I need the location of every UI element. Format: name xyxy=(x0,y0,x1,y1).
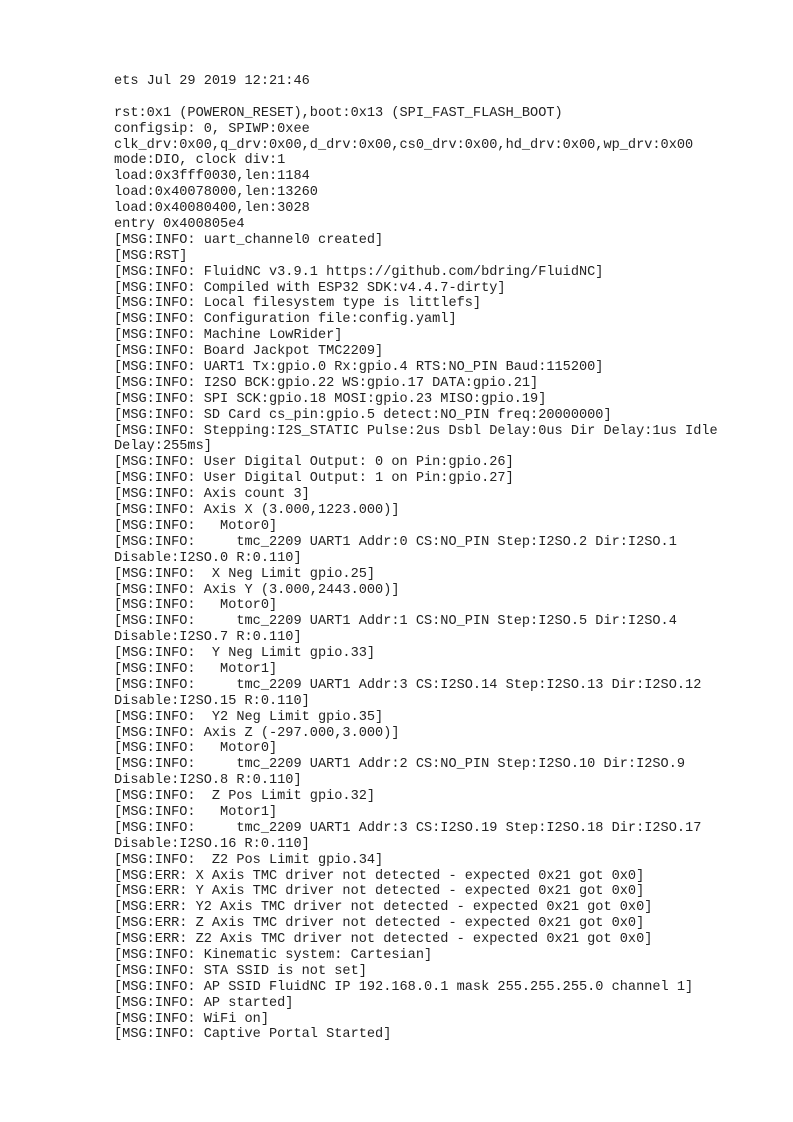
log-line: [MSG:INFO: tmc_2209 UART1 Addr:1 CS:NO_PIN Step:I2SO.5 Dir:I2SO.4 xyxy=(114,614,677,630)
log-line: Disable:I2SO.7 R:0.110] xyxy=(114,630,302,646)
log-line: [MSG:INFO: Axis count 3] xyxy=(114,487,310,503)
log-line: [MSG:INFO: Local filesystem type is littlefs] xyxy=(114,296,482,312)
log-line: [MSG:INFO: STA SSID is not set] xyxy=(114,963,367,979)
log-line: [MSG:ERR: Z Axis TMC driver not detected - expected 0x21 got 0x0] xyxy=(114,916,645,932)
log-line: [MSG:INFO: Motor0] xyxy=(114,518,278,534)
log-line: [MSG:ERR: X Axis TMC driver not detected - expected 0x21 got 0x0] xyxy=(114,868,645,884)
log-line: [MSG:INFO: SD Card cs_pin:gpio.5 detect:NO_PIN freq:20000000] xyxy=(114,407,612,423)
log-line: [MSG:INFO: UART1 Tx:gpio.0 Rx:gpio.4 RTS:NO_PIN Baud:115200] xyxy=(114,360,604,376)
log-line: [MSG:INFO: Motor1] xyxy=(114,804,278,820)
log-line: [MSG:INFO: tmc_2209 UART1 Addr:0 CS:NO_PIN Step:I2SO.2 Dir:I2SO.1 xyxy=(114,534,677,550)
log-line: [MSG:INFO: Stepping:I2S_STATIC Pulse:2us Dsbl Delay:0us Dir Delay:1us Idle xyxy=(114,423,718,439)
log-line: [MSG:INFO: SPI SCK:gpio.18 MOSI:gpio.23 MISO:gpio.19] xyxy=(114,391,547,407)
log-line: load:0x40080400,len:3028 xyxy=(114,201,310,217)
log-line: [MSG:INFO: Board Jackpot TMC2209] xyxy=(114,344,384,360)
log-blank-line xyxy=(114,90,774,106)
log-line: [MSG:INFO: Z Pos Limit gpio.32] xyxy=(114,789,376,805)
log-line: [MSG:INFO: AP SSID FluidNC IP 192.168.0.1 mask 255.255.255.0 channel 1] xyxy=(114,979,694,995)
log-line: [MSG:INFO: X Neg Limit gpio.25] xyxy=(114,566,376,582)
boot-log xyxy=(114,74,774,1043)
log-line: [MSG:INFO: User Digital Output: 0 on Pin:gpio.26] xyxy=(114,455,514,471)
log-line: mode:DIO, clock div:1 xyxy=(114,153,286,169)
log-line: [MSG:INFO: Kinematic system: Cartesian] xyxy=(114,947,433,963)
log-line: clk_drv:0x00,q_drv:0x00,d_drv:0x00,cs0_drv:0x00,hd_drv:0x00,wp_drv:0x00 xyxy=(114,137,694,153)
log-line: [MSG:INFO: Motor0] xyxy=(114,741,278,757)
log-line: Delay:255ms] xyxy=(114,439,212,455)
log-line: [MSG:INFO: Z2 Pos Limit gpio.34] xyxy=(114,852,384,868)
log-line: rst:0x1 (POWERON_RESET),boot:0x13 (SPI_FAST_FLASH_BOOT) xyxy=(114,105,563,121)
log-line: entry 0x400805e4 xyxy=(114,217,245,233)
log-line: Disable:I2SO.15 R:0.110] xyxy=(114,693,310,709)
log-line: load:0x3fff0030,len:1184 xyxy=(114,169,310,185)
log-line: [MSG:INFO: uart_channel0 created] xyxy=(114,232,384,248)
log-line: load:0x40078000,len:13260 xyxy=(114,185,318,201)
log-line: [MSG:ERR: Z2 Axis TMC driver not detected - expected 0x21 got 0x0] xyxy=(114,932,653,948)
log-line: [MSG:INFO: Y2 Neg Limit gpio.35] xyxy=(114,709,384,725)
log-line: Disable:I2SO.8 R:0.110] xyxy=(114,773,302,789)
log-line: [MSG:INFO: AP started] xyxy=(114,995,294,1011)
log-line: [MSG:INFO: WiFi on] xyxy=(114,1011,269,1027)
log-line: Disable:I2SO.0 R:0.110] xyxy=(114,550,302,566)
log-line: [MSG:INFO: Motor0] xyxy=(114,598,278,614)
log-line: [MSG:INFO: Compiled with ESP32 SDK:v4.4.7-dirty] xyxy=(114,280,506,296)
log-line: ets Jul 29 2019 12:21:46 xyxy=(114,74,310,89)
log-line: [MSG:INFO: tmc_2209 UART1 Addr:3 CS:I2SO.14 Step:I2SO.13 Dir:I2SO.12 xyxy=(114,677,702,693)
log-line: [MSG:ERR: Y Axis TMC driver not detected - expected 0x21 got 0x0] xyxy=(114,884,645,900)
log-line: [MSG:INFO: Axis X (3.000,1223.000)] xyxy=(114,503,400,519)
log-line: [MSG:INFO: User Digital Output: 1 on Pin:gpio.27] xyxy=(114,471,514,487)
log-line: [MSG:INFO: tmc_2209 UART1 Addr:2 CS:NO_PIN Step:I2SO.10 Dir:I2SO.9 xyxy=(114,757,686,773)
log-line: [MSG:INFO: FluidNC v3.9.1 https://github.com/bdring/FluidNC] xyxy=(114,264,604,280)
log-line: [MSG:INFO: I2SO BCK:gpio.22 WS:gpio.17 DATA:gpio.21] xyxy=(114,375,539,391)
log-line: [MSG:INFO: Y Neg Limit gpio.33] xyxy=(114,646,376,662)
log-line: [MSG:ERR: Y2 Axis TMC driver not detected - expected 0x21 got 0x0] xyxy=(114,900,653,916)
log-line: Disable:I2SO.16 R:0.110] xyxy=(114,836,310,852)
log-line: configsip: 0, SPIWP:0xee xyxy=(114,121,310,137)
log-line: [MSG:INFO: Motor1] xyxy=(114,661,278,677)
log-line: [MSG:INFO: Axis Z (-297.000,3.000)] xyxy=(114,725,400,741)
log-line: [MSG:RST] xyxy=(114,248,188,264)
log-line: [MSG:INFO: Machine LowRider] xyxy=(114,328,343,344)
log-line: [MSG:INFO: tmc_2209 UART1 Addr:3 CS:I2SO.19 Step:I2SO.18 Dir:I2SO.17 xyxy=(114,820,702,836)
log-line: [MSG:INFO: Configuration file:config.yaml] xyxy=(114,312,457,328)
log-line: [MSG:INFO: Axis Y (3.000,2443.000)] xyxy=(114,582,400,598)
log-line: [MSG:INFO: Captive Portal Started] xyxy=(114,1027,392,1043)
